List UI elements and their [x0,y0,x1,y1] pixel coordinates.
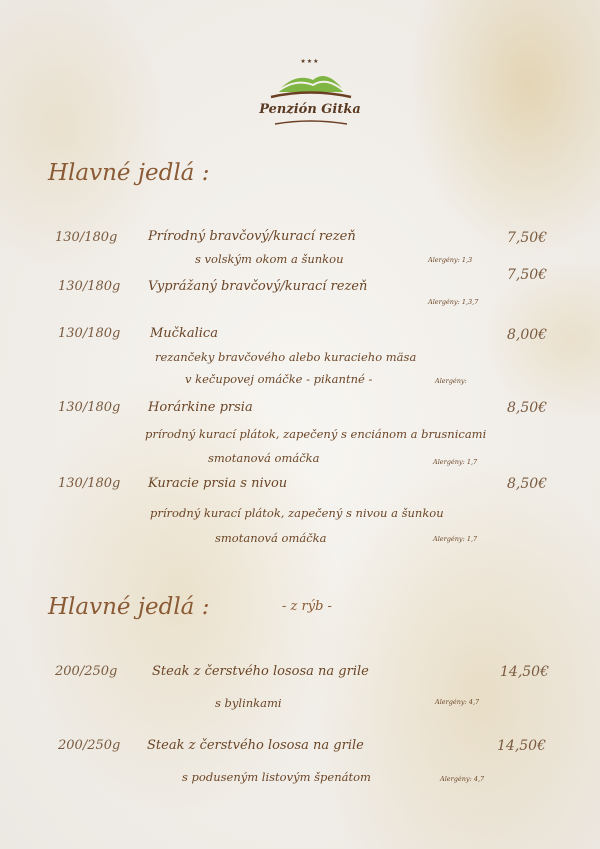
logo-stars: ★★★ [300,58,320,65]
item-price: 8,50€ [507,400,548,416]
item-price: 8,50€ [507,476,548,492]
section-heading: Hlavné jedlá : [48,594,210,620]
item-description: smotanová omáčka [208,451,320,465]
item-price: 7,50€ [507,230,548,246]
item-allergens: Alergény: 1,7 [433,535,478,543]
item-weight: 130/180g [58,279,121,294]
item-description: s bylinkami [215,696,282,710]
item-allergens: Alergény: [435,377,467,385]
item-name: Steak z čerstvého lososa na grile [147,738,364,753]
item-description: v kečupovej omáčke - pikantné - [185,372,373,386]
item-weight: 130/180g [58,326,121,341]
item-description: rezančeky bravčového alebo kuracieho mäsa [155,350,417,364]
item-allergens: Alergény: 1,3 [428,256,473,264]
item-weight: 130/180g [58,400,121,415]
item-allergens: Alergény: 4,7 [440,775,485,783]
item-allergens: Alergény: 1,7 [433,458,478,466]
item-description: prírodný kurací plátok, zapečený s nivou a šunkou [150,506,444,520]
item-name: Mučkalica [150,326,218,341]
item-description: s volským okom a šunkou [195,252,344,266]
item-price: 14,50€ [497,738,546,754]
logo [255,58,365,128]
section-heading: Hlavné jedlá : [48,160,210,186]
item-weight: 130/180g [58,476,121,491]
item-allergens: Alergény: 1,3,7 [428,298,479,306]
item-weight: 200/250g [58,738,121,753]
logo-name: Penzión Gitka [259,102,361,117]
item-price: 8,00€ [507,327,548,343]
item-price: 14,50€ [500,664,549,680]
item-name: Prírodný bravčový/kurací rezeň [148,229,356,244]
item-name: Kuracie prsia s nivou [148,476,288,491]
item-description: smotanová omáčka [215,531,327,545]
item-name: Horárkine prsia [148,400,253,415]
item-description: prírodný kurací plátok, zapečený s enciánom a brusnicami [145,427,487,441]
item-price: 7,50€ [507,267,548,283]
item-name: Steak z čerstvého lososa na grile [152,664,369,679]
item-weight: 200/250g [55,664,118,679]
section-subheading: - z rýb - [282,599,332,614]
item-weight: 130/180g [55,230,118,245]
logo-mountain-icon [255,58,365,128]
item-allergens: Alergény: 4,7 [435,698,480,706]
item-description: s podusеným listovým špenátom [182,770,371,784]
item-name: Vyprážaný bravčový/kurací rezeň [148,279,368,294]
